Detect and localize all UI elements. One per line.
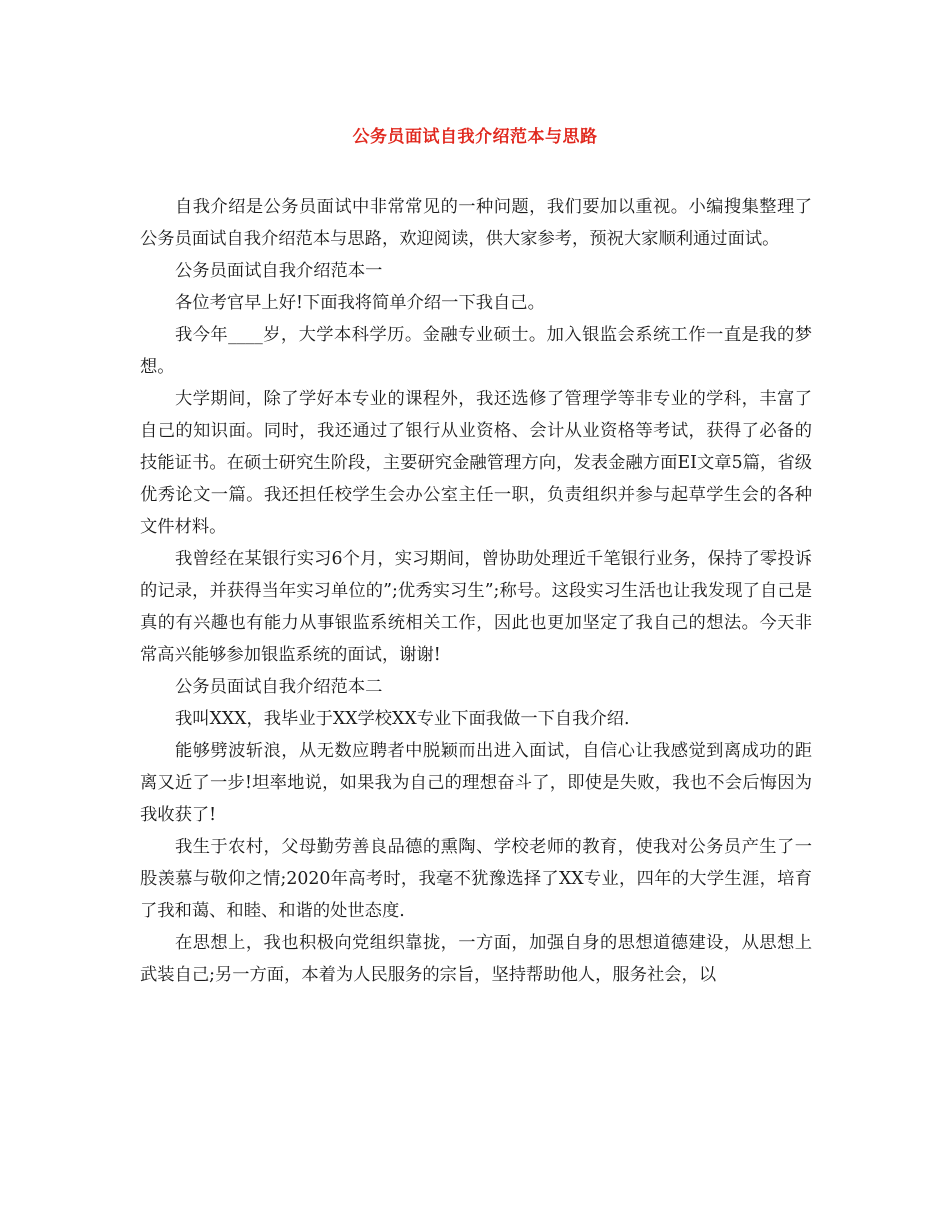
paragraph: 我今年____岁，大学本科学历。金融专业硕士。加入银监会系统工作一直是我的梦想。 <box>140 325 812 377</box>
document-title: 公务员面试自我介绍范本与思路 <box>352 127 598 147</box>
section-heading-sample-two: 公务员面试自我介绍范本二 <box>175 677 383 697</box>
document-body <box>140 191 812 991</box>
paragraph: 在思想上，我也积极向党组织靠拢，一方面，加强自身的思想道德建设，从思想上武装自己;另一方面，本着为人民服务的宗旨，坚持帮助他人，服务社会，以 <box>140 933 812 985</box>
paragraph: 大学期间，除了学好本专业的课程外，我还选修了管理学等非专业的学科，丰富了自己的知识面。同时，我还通过了银行从业资格、会计从业资格等考试，获得了必备的技能证书。在硕士研究生阶段，主要研究金融管理方向，发表金融方面EI文章5篇，省级优秀论文一篇。我还担任校学生会办公室主任一职，负责组织并参与起草学生会的各种文件材料。 <box>140 389 812 537</box>
section-heading-sample-one: 公务员面试自我介绍范本一 <box>175 261 383 281</box>
paragraph: 我曾经在某银行实习6个月，实习期间，曾协助处理近千笔银行业务，保持了零投诉的记录，并获得当年实习单位的”;优秀实习生”;称号。这段实习生活也让我发现了自己是真的有兴趣也有能力从事银监系统相关工作，因此也更加坚定了我自己的想法。今天非常高兴能够参加银监系统的面试，谢谢! <box>140 549 812 665</box>
paragraph: 各位考官早上好!下面我将简单介绍一下我自己。 <box>175 293 545 313</box>
paragraph: 能够劈波斩浪，从无数应聘者中脱颖而出进入面试，自信心让我感觉到离成功的距离又近了一步!坦率地说，如果我为自己的理想奋斗了，即使是失败，我也不会后悔因为我收获了! <box>140 741 812 825</box>
paragraph: 我生于农村，父母勤劳善良品德的熏陶、学校老师的教育，使我对公务员产生了一股羡慕与敬仰之情;2020年高考时，我毫不犹豫选择了XX专业，四年的大学生涯，培育了我和蔼、和睦、和谐的处世态度. <box>140 837 812 921</box>
paragraph: 我叫XXX，我毕业于XX学校XX专业下面我做一下自我介绍. <box>175 709 630 729</box>
paragraph-intro: 自我介绍是公务员面试中非常常见的一种问题，我们要加以重视。小编搜集整理了公务员面试自我介绍范本与思路，欢迎阅读，供大家参考，预祝大家顺利通过面试。 <box>140 197 812 249</box>
